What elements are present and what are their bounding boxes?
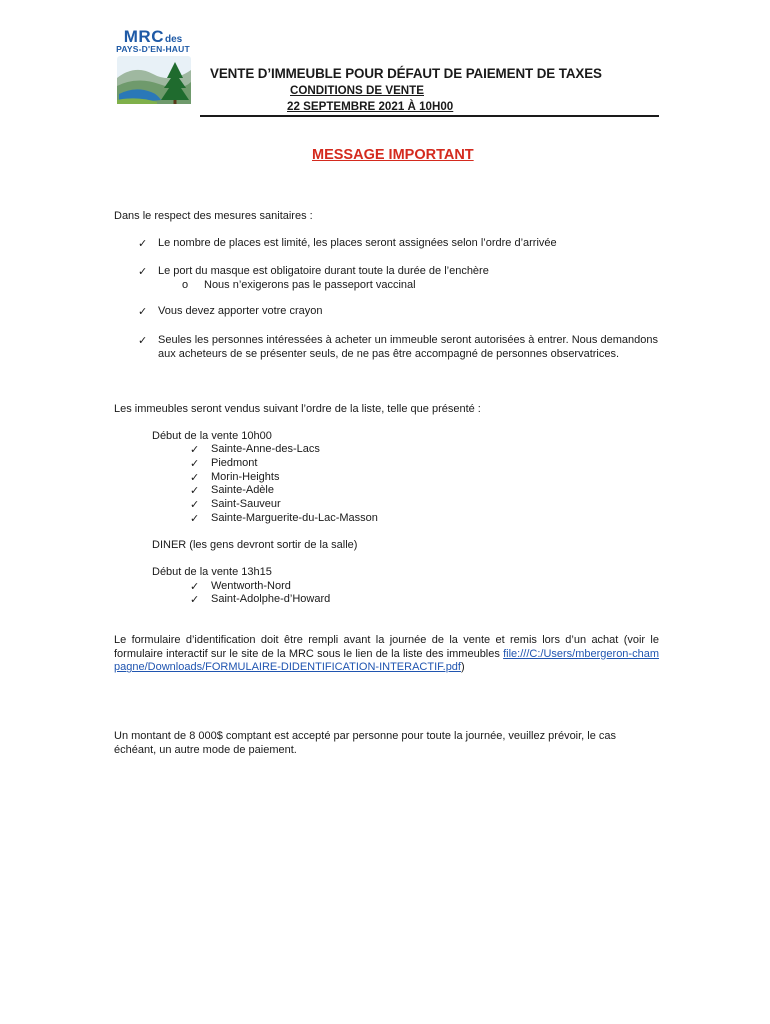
pm-session-start: Début de la vente 13h15 <box>152 566 272 578</box>
am-list-item: Sainte-Adèle <box>211 484 274 496</box>
check-icon: ✓ <box>138 306 148 318</box>
lunch-break: DINER (les gens devront sortir de la salle) <box>152 539 358 551</box>
check-icon: ✓ <box>190 499 200 511</box>
am-session-start: Début de la vente 10h00 <box>152 430 272 442</box>
form-link[interactable]: file:///C:/Users/mbergeron-champagne/Downloads/FORMULAIRE-DIDENTIFICATION-INTERACTIF.pdf <box>114 647 659 674</box>
logo-brand: MRC <box>123 27 164 46</box>
form-close-paren: ) <box>460 661 465 674</box>
check-icon: ✓ <box>138 238 148 250</box>
pm-list-item: Wentworth-Nord <box>211 580 291 592</box>
form-text: Le formulaire d’identification doit être rempli avant la journée de la vente et remis lors d’un achat (voir le formulaire interactif sur le site de la MRC sous le lien de la liste des immeubles <box>114 634 659 660</box>
check-icon: ✓ <box>190 594 200 606</box>
sanitary-item-pencil: Vous devez apporter votre crayon <box>158 305 323 317</box>
am-list-item: Saint-Sauveur <box>211 498 281 510</box>
am-list-item: Sainte-Anne-des-Lacs <box>211 443 320 455</box>
landscape-icon <box>117 56 191 104</box>
am-list-item: Piedmont <box>211 457 258 469</box>
check-icon: ✓ <box>190 581 200 593</box>
mrc-logo <box>114 27 192 105</box>
logo-brand-small: des <box>164 34 183 45</box>
check-icon: ✓ <box>190 513 200 525</box>
am-list-item: Morin-Heights <box>211 471 280 483</box>
check-icon: ✓ <box>190 472 200 484</box>
check-icon: ✓ <box>138 335 148 347</box>
important-message-heading: MESSAGE IMPORTANT <box>312 147 474 163</box>
header-divider <box>200 115 659 117</box>
document-date: 22 SEPTEMBRE 2021 À 10H00 <box>287 100 454 113</box>
sub-bullet-marker: o <box>182 279 189 291</box>
sanitary-item-places: Le nombre de places est limité, les places seront assignées selon l’ordre d’arrivée <box>158 237 557 249</box>
pm-list-item: Saint-Adolphe-d’Howard <box>211 593 331 605</box>
sanitary-intro: Dans le respect des mesures sanitaires : <box>114 210 313 222</box>
order-intro: Les immeubles seront vendus suivant l’ordre de la liste, telle que présenté : <box>114 403 481 415</box>
check-icon: ✓ <box>190 458 200 470</box>
sanitary-item-mask: Le port du masque est obligatoire durant toute la durée de l’enchère <box>158 265 489 277</box>
document-subtitle: CONDITIONS DE VENTE <box>290 84 424 97</box>
check-icon: ✓ <box>190 485 200 497</box>
check-icon: ✓ <box>138 266 148 278</box>
form-paragraph <box>114 634 659 675</box>
sanitary-subitem-passport: Nous n’exigerons pas le passeport vaccinal <box>204 279 416 291</box>
logo-subtitle: PAYS-D'EN-HAUT <box>116 44 190 54</box>
logo-wordmark <box>114 27 192 54</box>
am-list-item: Sainte-Marguerite-du-Lac-Masson <box>211 512 378 524</box>
check-icon: ✓ <box>190 444 200 456</box>
document-title: VENTE D’IMMEUBLE POUR DÉFAUT DE PAIEMENT DE TAXES <box>210 66 602 81</box>
sanitary-item-access: Seules les personnes intéressées à acheter un immeuble seront autorisées à entrer. Nous demandons aux acheteurs de se présenter seuls, de ne pas être accompagné de personnes observatrices. <box>158 334 658 360</box>
payment-paragraph: Un montant de 8 000$ comptant est accepté par personne pour toute la journée, veuillez prévoir, le cas échéant, un autre mode de paiement. <box>114 730 617 756</box>
